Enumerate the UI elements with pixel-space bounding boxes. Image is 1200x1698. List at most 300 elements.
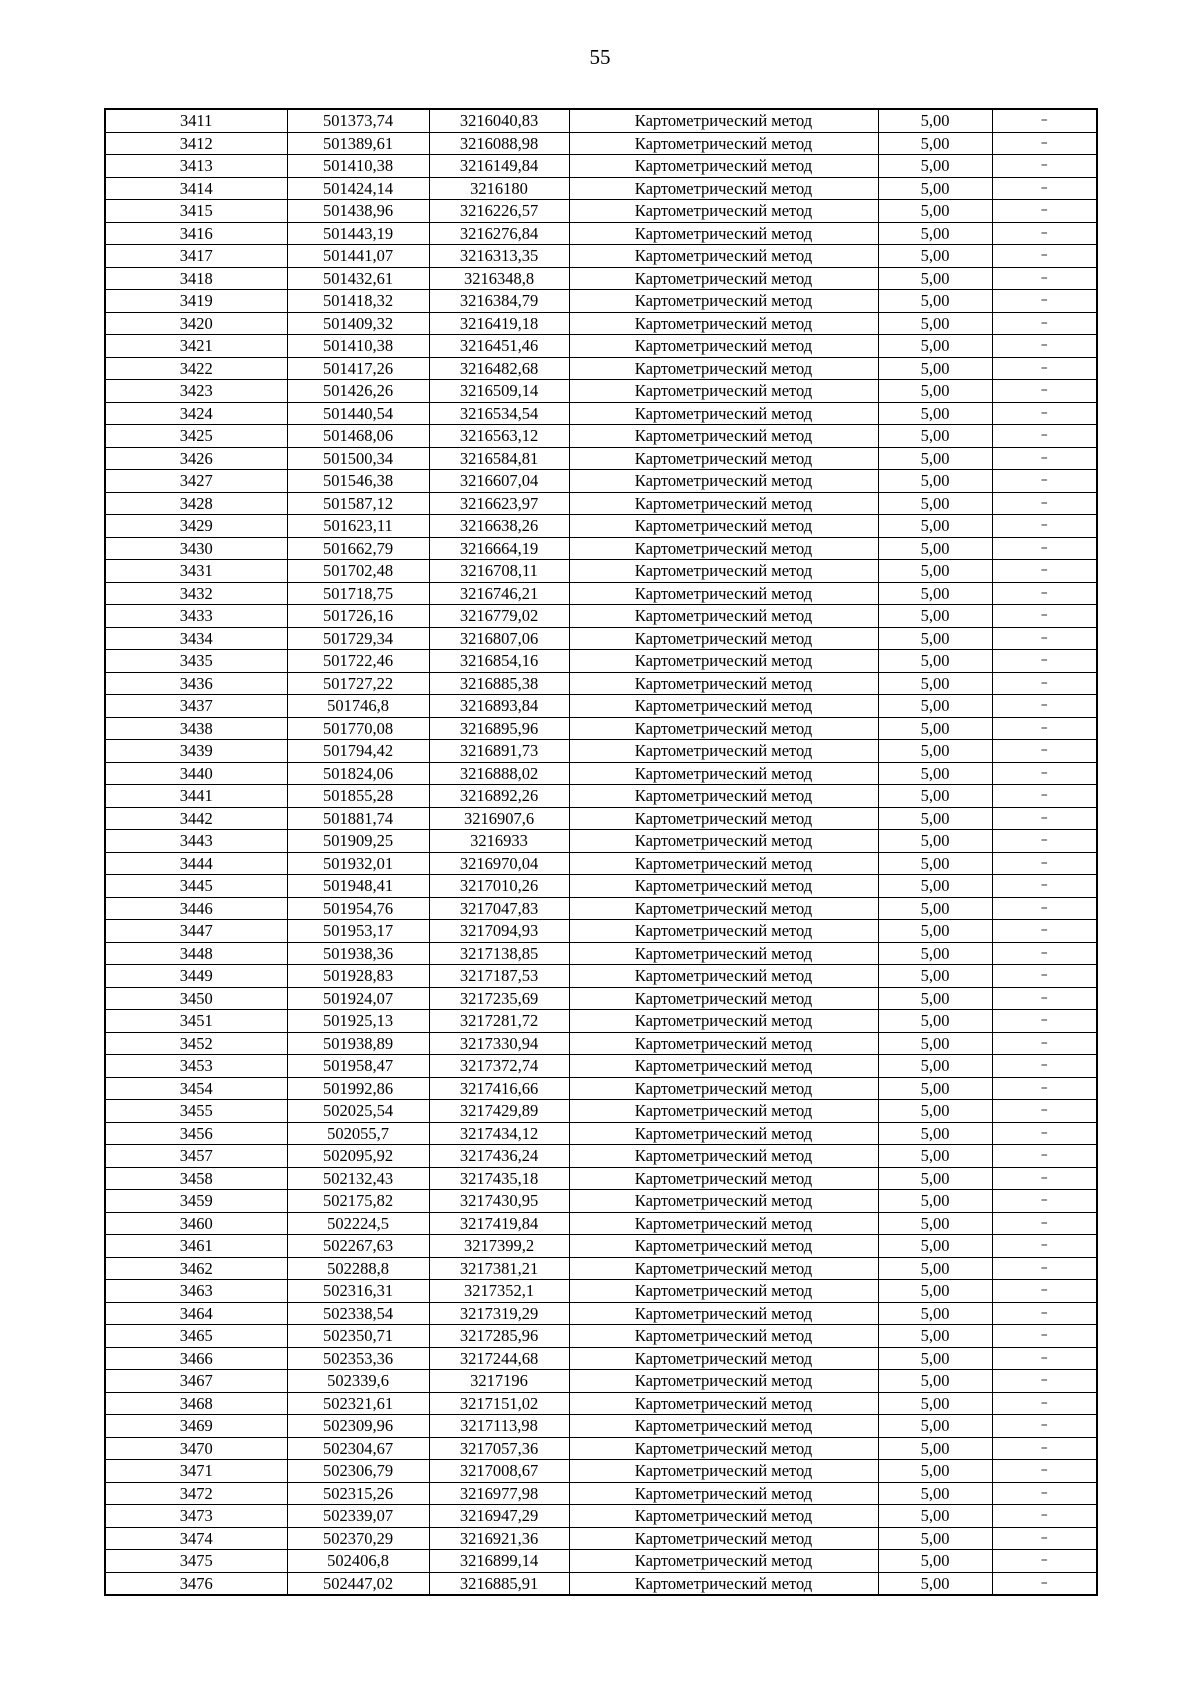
x-coordinate-cell: 501824,06	[287, 762, 429, 785]
y-coordinate-cell: 3217434,12	[429, 1122, 569, 1145]
method-cell: Картометрический метод	[569, 1460, 878, 1483]
point-number-cell: 3419	[105, 290, 287, 313]
method-cell: Картометрический метод	[569, 1550, 878, 1573]
method-cell: Картометрический метод	[569, 1280, 878, 1303]
x-coordinate-cell: 501443,19	[287, 222, 429, 245]
point-number-cell: 3430	[105, 537, 287, 560]
accuracy-cell: 5,00	[878, 1527, 992, 1550]
method-cell: Картометрический метод	[569, 582, 878, 605]
table-row	[105, 1010, 1097, 1033]
x-coordinate-cell: 501938,89	[287, 1032, 429, 1055]
description-cell: –	[992, 582, 1097, 605]
y-coordinate-cell: 3216885,38	[429, 672, 569, 695]
description-cell: –	[992, 222, 1097, 245]
method-cell: Картометрический метод	[569, 425, 878, 448]
accuracy-cell: 5,00	[878, 897, 992, 920]
point-number-cell: 3466	[105, 1347, 287, 1370]
point-number-cell: 3468	[105, 1392, 287, 1415]
x-coordinate-cell: 502175,82	[287, 1190, 429, 1213]
point-number-cell: 3427	[105, 470, 287, 493]
accuracy-cell: 5,00	[878, 537, 992, 560]
description-cell: –	[992, 1055, 1097, 1078]
point-number-cell: 3457	[105, 1145, 287, 1168]
accuracy-cell: 5,00	[878, 852, 992, 875]
table-row	[105, 785, 1097, 808]
point-number-cell: 3440	[105, 762, 287, 785]
table-row	[105, 695, 1097, 718]
x-coordinate-cell: 501468,06	[287, 425, 429, 448]
y-coordinate-cell: 3216807,06	[429, 627, 569, 650]
table-row	[105, 537, 1097, 560]
x-coordinate-cell: 501432,61	[287, 267, 429, 290]
accuracy-cell: 5,00	[878, 785, 992, 808]
description-cell: –	[992, 1010, 1097, 1033]
point-number-cell: 3447	[105, 920, 287, 943]
table-row	[105, 762, 1097, 785]
accuracy-cell: 5,00	[878, 1415, 992, 1438]
accuracy-cell: 5,00	[878, 447, 992, 470]
method-cell: Картометрический метод	[569, 380, 878, 403]
accuracy-cell: 5,00	[878, 1167, 992, 1190]
table-row	[105, 1482, 1097, 1505]
y-coordinate-cell: 3217419,84	[429, 1212, 569, 1235]
accuracy-cell: 5,00	[878, 1145, 992, 1168]
description-cell: –	[992, 920, 1097, 943]
table-row	[105, 560, 1097, 583]
x-coordinate-cell: 501958,47	[287, 1055, 429, 1078]
point-number-cell: 3474	[105, 1527, 287, 1550]
description-cell: –	[992, 470, 1097, 493]
table-row	[105, 1415, 1097, 1438]
point-number-cell: 3437	[105, 695, 287, 718]
point-number-cell: 3446	[105, 897, 287, 920]
table-row	[105, 1032, 1097, 1055]
method-cell: Картометрический метод	[569, 1032, 878, 1055]
point-number-cell: 3450	[105, 987, 287, 1010]
table-row	[105, 1325, 1097, 1348]
accuracy-cell: 5,00	[878, 920, 992, 943]
y-coordinate-cell: 3217429,89	[429, 1100, 569, 1123]
x-coordinate-cell: 502095,92	[287, 1145, 429, 1168]
accuracy-cell: 5,00	[878, 1460, 992, 1483]
x-coordinate-cell: 502447,02	[287, 1572, 429, 1595]
accuracy-cell: 5,00	[878, 1280, 992, 1303]
table-row	[105, 312, 1097, 335]
y-coordinate-cell: 3216907,6	[429, 807, 569, 830]
table-row	[105, 1550, 1097, 1573]
point-number-cell: 3435	[105, 650, 287, 673]
accuracy-cell: 5,00	[878, 470, 992, 493]
accuracy-cell: 5,00	[878, 1257, 992, 1280]
description-cell: –	[992, 762, 1097, 785]
x-coordinate-cell: 502321,61	[287, 1392, 429, 1415]
x-coordinate-cell: 501389,61	[287, 132, 429, 155]
method-cell: Картометрический метод	[569, 560, 878, 583]
point-number-cell: 3439	[105, 740, 287, 763]
method-cell: Картометрический метод	[569, 1235, 878, 1258]
x-coordinate-cell: 502315,26	[287, 1482, 429, 1505]
point-number-cell: 3472	[105, 1482, 287, 1505]
accuracy-cell: 5,00	[878, 965, 992, 988]
accuracy-cell: 5,00	[878, 425, 992, 448]
method-cell: Картометрический метод	[569, 695, 878, 718]
description-cell: –	[992, 1325, 1097, 1348]
point-number-cell: 3452	[105, 1032, 287, 1055]
y-coordinate-cell: 3216482,68	[429, 357, 569, 380]
description-cell: –	[992, 830, 1097, 853]
x-coordinate-cell: 501729,34	[287, 627, 429, 650]
y-coordinate-cell: 3216419,18	[429, 312, 569, 335]
y-coordinate-cell: 3216384,79	[429, 290, 569, 313]
y-coordinate-cell: 3217151,02	[429, 1392, 569, 1415]
accuracy-cell: 5,00	[878, 1190, 992, 1213]
description-cell: –	[992, 537, 1097, 560]
x-coordinate-cell: 501726,16	[287, 605, 429, 628]
method-cell: Картометрический метод	[569, 1100, 878, 1123]
accuracy-cell: 5,00	[878, 335, 992, 358]
y-coordinate-cell: 3216899,14	[429, 1550, 569, 1573]
method-cell: Картометрический метод	[569, 605, 878, 628]
point-number-cell: 3458	[105, 1167, 287, 1190]
point-number-cell: 3415	[105, 200, 287, 223]
description-cell: –	[992, 1280, 1097, 1303]
method-cell: Картометрический метод	[569, 109, 878, 132]
y-coordinate-cell: 3216885,91	[429, 1572, 569, 1595]
accuracy-cell: 5,00	[878, 200, 992, 223]
x-coordinate-cell: 501418,32	[287, 290, 429, 313]
x-coordinate-cell: 502304,67	[287, 1437, 429, 1460]
point-number-cell: 3449	[105, 965, 287, 988]
method-cell: Картометрический метод	[569, 1325, 878, 1348]
coordinates-table	[104, 108, 1098, 1596]
description-cell: –	[992, 1460, 1097, 1483]
point-number-cell: 3456	[105, 1122, 287, 1145]
y-coordinate-cell: 3216892,26	[429, 785, 569, 808]
x-coordinate-cell: 502316,31	[287, 1280, 429, 1303]
table-row	[105, 1527, 1097, 1550]
x-coordinate-cell: 501438,96	[287, 200, 429, 223]
x-coordinate-cell: 502339,6	[287, 1370, 429, 1393]
method-cell: Картометрический метод	[569, 942, 878, 965]
description-cell: –	[992, 402, 1097, 425]
y-coordinate-cell: 3217435,18	[429, 1167, 569, 1190]
point-number-cell: 3431	[105, 560, 287, 583]
accuracy-cell: 5,00	[878, 109, 992, 132]
x-coordinate-cell: 501928,83	[287, 965, 429, 988]
method-cell: Картометрический метод	[569, 987, 878, 1010]
accuracy-cell: 5,00	[878, 1032, 992, 1055]
table-row	[105, 1122, 1097, 1145]
x-coordinate-cell: 501855,28	[287, 785, 429, 808]
accuracy-cell: 5,00	[878, 290, 992, 313]
table-row	[105, 1572, 1097, 1595]
method-cell: Картометрический метод	[569, 1415, 878, 1438]
y-coordinate-cell: 3216888,02	[429, 762, 569, 785]
point-number-cell: 3461	[105, 1235, 287, 1258]
method-cell: Картометрический метод	[569, 1572, 878, 1595]
table-row	[105, 1100, 1097, 1123]
y-coordinate-cell: 3217057,36	[429, 1437, 569, 1460]
method-cell: Картометрический метод	[569, 1257, 878, 1280]
description-cell: –	[992, 785, 1097, 808]
x-coordinate-cell: 501410,38	[287, 335, 429, 358]
description-cell: –	[992, 1415, 1097, 1438]
accuracy-cell: 5,00	[878, 1302, 992, 1325]
method-cell: Картометрический метод	[569, 650, 878, 673]
table-row	[105, 605, 1097, 628]
description-cell: –	[992, 1212, 1097, 1235]
y-coordinate-cell: 3217244,68	[429, 1347, 569, 1370]
x-coordinate-cell: 502338,54	[287, 1302, 429, 1325]
x-coordinate-cell: 501426,26	[287, 380, 429, 403]
y-coordinate-cell: 3217330,94	[429, 1032, 569, 1055]
y-coordinate-cell: 3216977,98	[429, 1482, 569, 1505]
x-coordinate-cell: 501992,86	[287, 1077, 429, 1100]
method-cell: Картометрический метод	[569, 965, 878, 988]
method-cell: Картометрический метод	[569, 177, 878, 200]
x-coordinate-cell: 501662,79	[287, 537, 429, 560]
description-cell: –	[992, 245, 1097, 268]
x-coordinate-cell: 501953,17	[287, 920, 429, 943]
description-cell: –	[992, 1370, 1097, 1393]
method-cell: Картометрический метод	[569, 1122, 878, 1145]
description-cell: –	[992, 177, 1097, 200]
accuracy-cell: 5,00	[878, 492, 992, 515]
method-cell: Картометрический метод	[569, 830, 878, 853]
y-coordinate-cell: 3217381,21	[429, 1257, 569, 1280]
description-cell: –	[992, 425, 1097, 448]
point-number-cell: 3444	[105, 852, 287, 875]
y-coordinate-cell: 3216947,29	[429, 1505, 569, 1528]
accuracy-cell: 5,00	[878, 1325, 992, 1348]
method-cell: Картометрический метод	[569, 1302, 878, 1325]
method-cell: Картометрический метод	[569, 717, 878, 740]
method-cell: Картометрический метод	[569, 537, 878, 560]
table-row	[105, 267, 1097, 290]
method-cell: Картометрический метод	[569, 672, 878, 695]
y-coordinate-cell: 3216509,14	[429, 380, 569, 403]
table-row	[105, 965, 1097, 988]
accuracy-cell: 5,00	[878, 560, 992, 583]
table-row	[105, 470, 1097, 493]
method-cell: Картометрический метод	[569, 1437, 878, 1460]
accuracy-cell: 5,00	[878, 222, 992, 245]
accuracy-cell: 5,00	[878, 627, 992, 650]
description-cell: –	[992, 357, 1097, 380]
method-cell: Картометрический метод	[569, 762, 878, 785]
method-cell: Картометрический метод	[569, 1370, 878, 1393]
description-cell: –	[992, 1527, 1097, 1550]
method-cell: Картометрический метод	[569, 222, 878, 245]
y-coordinate-cell: 3217187,53	[429, 965, 569, 988]
table-row	[105, 1145, 1097, 1168]
method-cell: Картометрический метод	[569, 920, 878, 943]
description-cell: –	[992, 200, 1097, 223]
method-cell: Картометрический метод	[569, 1212, 878, 1235]
accuracy-cell: 5,00	[878, 132, 992, 155]
table-row	[105, 1460, 1097, 1483]
point-number-cell: 3462	[105, 1257, 287, 1280]
point-number-cell: 3429	[105, 515, 287, 538]
point-number-cell: 3426	[105, 447, 287, 470]
accuracy-cell: 5,00	[878, 380, 992, 403]
table-row	[105, 852, 1097, 875]
description-cell: –	[992, 1235, 1097, 1258]
point-number-cell: 3471	[105, 1460, 287, 1483]
table-row	[105, 1077, 1097, 1100]
x-coordinate-cell: 501925,13	[287, 1010, 429, 1033]
method-cell: Картометрический метод	[569, 1527, 878, 1550]
point-number-cell: 3464	[105, 1302, 287, 1325]
point-number-cell: 3454	[105, 1077, 287, 1100]
method-cell: Картометрический метод	[569, 807, 878, 830]
accuracy-cell: 5,00	[878, 875, 992, 898]
description-cell: –	[992, 897, 1097, 920]
method-cell: Картометрический метод	[569, 132, 878, 155]
description-cell: –	[992, 267, 1097, 290]
method-cell: Картометрический метод	[569, 1392, 878, 1415]
point-number-cell: 3451	[105, 1010, 287, 1033]
method-cell: Картометрический метод	[569, 245, 878, 268]
y-coordinate-cell: 3217008,67	[429, 1460, 569, 1483]
description-cell: –	[992, 987, 1097, 1010]
x-coordinate-cell: 501727,22	[287, 672, 429, 695]
x-coordinate-cell: 502353,36	[287, 1347, 429, 1370]
point-number-cell: 3436	[105, 672, 287, 695]
y-coordinate-cell: 3216638,26	[429, 515, 569, 538]
description-cell: –	[992, 627, 1097, 650]
table-row	[105, 1370, 1097, 1393]
table-row	[105, 627, 1097, 650]
point-number-cell: 3412	[105, 132, 287, 155]
point-number-cell: 3434	[105, 627, 287, 650]
y-coordinate-cell: 3217281,72	[429, 1010, 569, 1033]
table-row	[105, 650, 1097, 673]
y-coordinate-cell: 3217436,24	[429, 1145, 569, 1168]
x-coordinate-cell: 501938,36	[287, 942, 429, 965]
table-row	[105, 830, 1097, 853]
x-coordinate-cell: 502406,8	[287, 1550, 429, 1573]
y-coordinate-cell: 3217235,69	[429, 987, 569, 1010]
description-cell: –	[992, 672, 1097, 695]
table-row	[105, 1212, 1097, 1235]
point-number-cell: 3418	[105, 267, 287, 290]
description-cell: –	[992, 1100, 1097, 1123]
y-coordinate-cell: 3217010,26	[429, 875, 569, 898]
table-row	[105, 1235, 1097, 1258]
y-coordinate-cell: 3216348,8	[429, 267, 569, 290]
x-coordinate-cell: 501909,25	[287, 830, 429, 853]
description-cell: –	[992, 447, 1097, 470]
method-cell: Картометрический метод	[569, 1077, 878, 1100]
method-cell: Картометрический метод	[569, 492, 878, 515]
description-cell: –	[992, 1550, 1097, 1573]
point-number-cell: 3445	[105, 875, 287, 898]
y-coordinate-cell: 3216708,11	[429, 560, 569, 583]
y-coordinate-cell: 3217196	[429, 1370, 569, 1393]
y-coordinate-cell: 3216779,02	[429, 605, 569, 628]
point-number-cell: 3441	[105, 785, 287, 808]
accuracy-cell: 5,00	[878, 155, 992, 178]
x-coordinate-cell: 501924,07	[287, 987, 429, 1010]
x-coordinate-cell: 501702,48	[287, 560, 429, 583]
y-coordinate-cell: 3217319,29	[429, 1302, 569, 1325]
point-number-cell: 3424	[105, 402, 287, 425]
accuracy-cell: 5,00	[878, 1572, 992, 1595]
description-cell: –	[992, 1145, 1097, 1168]
y-coordinate-cell: 3217094,93	[429, 920, 569, 943]
description-cell: –	[992, 1077, 1097, 1100]
point-number-cell: 3416	[105, 222, 287, 245]
x-coordinate-cell: 501948,41	[287, 875, 429, 898]
point-number-cell: 3442	[105, 807, 287, 830]
method-cell: Картометрический метод	[569, 470, 878, 493]
table-row	[105, 987, 1097, 1010]
accuracy-cell: 5,00	[878, 1370, 992, 1393]
point-number-cell: 3422	[105, 357, 287, 380]
y-coordinate-cell: 3216895,96	[429, 717, 569, 740]
accuracy-cell: 5,00	[878, 1482, 992, 1505]
point-number-cell: 3459	[105, 1190, 287, 1213]
method-cell: Картометрический метод	[569, 875, 878, 898]
y-coordinate-cell: 3217416,66	[429, 1077, 569, 1100]
point-number-cell: 3425	[105, 425, 287, 448]
y-coordinate-cell: 3216933	[429, 830, 569, 853]
table-row	[105, 425, 1097, 448]
description-cell: –	[992, 1392, 1097, 1415]
y-coordinate-cell: 3216276,84	[429, 222, 569, 245]
point-number-cell: 3428	[105, 492, 287, 515]
x-coordinate-cell: 502309,96	[287, 1415, 429, 1438]
description-cell: –	[992, 605, 1097, 628]
table-row	[105, 1190, 1097, 1213]
table-row	[105, 155, 1097, 178]
accuracy-cell: 5,00	[878, 402, 992, 425]
x-coordinate-cell: 501794,42	[287, 740, 429, 763]
point-number-cell: 3448	[105, 942, 287, 965]
accuracy-cell: 5,00	[878, 1235, 992, 1258]
accuracy-cell: 5,00	[878, 717, 992, 740]
point-number-cell: 3417	[105, 245, 287, 268]
point-number-cell: 3465	[105, 1325, 287, 1348]
point-number-cell: 3469	[105, 1415, 287, 1438]
accuracy-cell: 5,00	[878, 357, 992, 380]
x-coordinate-cell: 502288,8	[287, 1257, 429, 1280]
description-cell: –	[992, 132, 1097, 155]
x-coordinate-cell: 502267,63	[287, 1235, 429, 1258]
description-cell: –	[992, 1190, 1097, 1213]
accuracy-cell: 5,00	[878, 695, 992, 718]
description-cell: –	[992, 380, 1097, 403]
point-number-cell: 3438	[105, 717, 287, 740]
y-coordinate-cell: 3217285,96	[429, 1325, 569, 1348]
table-row	[105, 380, 1097, 403]
table-row	[105, 1437, 1097, 1460]
accuracy-cell: 5,00	[878, 1437, 992, 1460]
table-row	[105, 1280, 1097, 1303]
accuracy-cell: 5,00	[878, 762, 992, 785]
table-row	[105, 1055, 1097, 1078]
description-cell: –	[992, 1347, 1097, 1370]
table-row	[105, 1505, 1097, 1528]
point-number-cell: 3432	[105, 582, 287, 605]
method-cell: Картометрический метод	[569, 1347, 878, 1370]
table-row	[105, 492, 1097, 515]
accuracy-cell: 5,00	[878, 1100, 992, 1123]
description-cell: –	[992, 335, 1097, 358]
point-number-cell: 3460	[105, 1212, 287, 1235]
description-cell: –	[992, 650, 1097, 673]
